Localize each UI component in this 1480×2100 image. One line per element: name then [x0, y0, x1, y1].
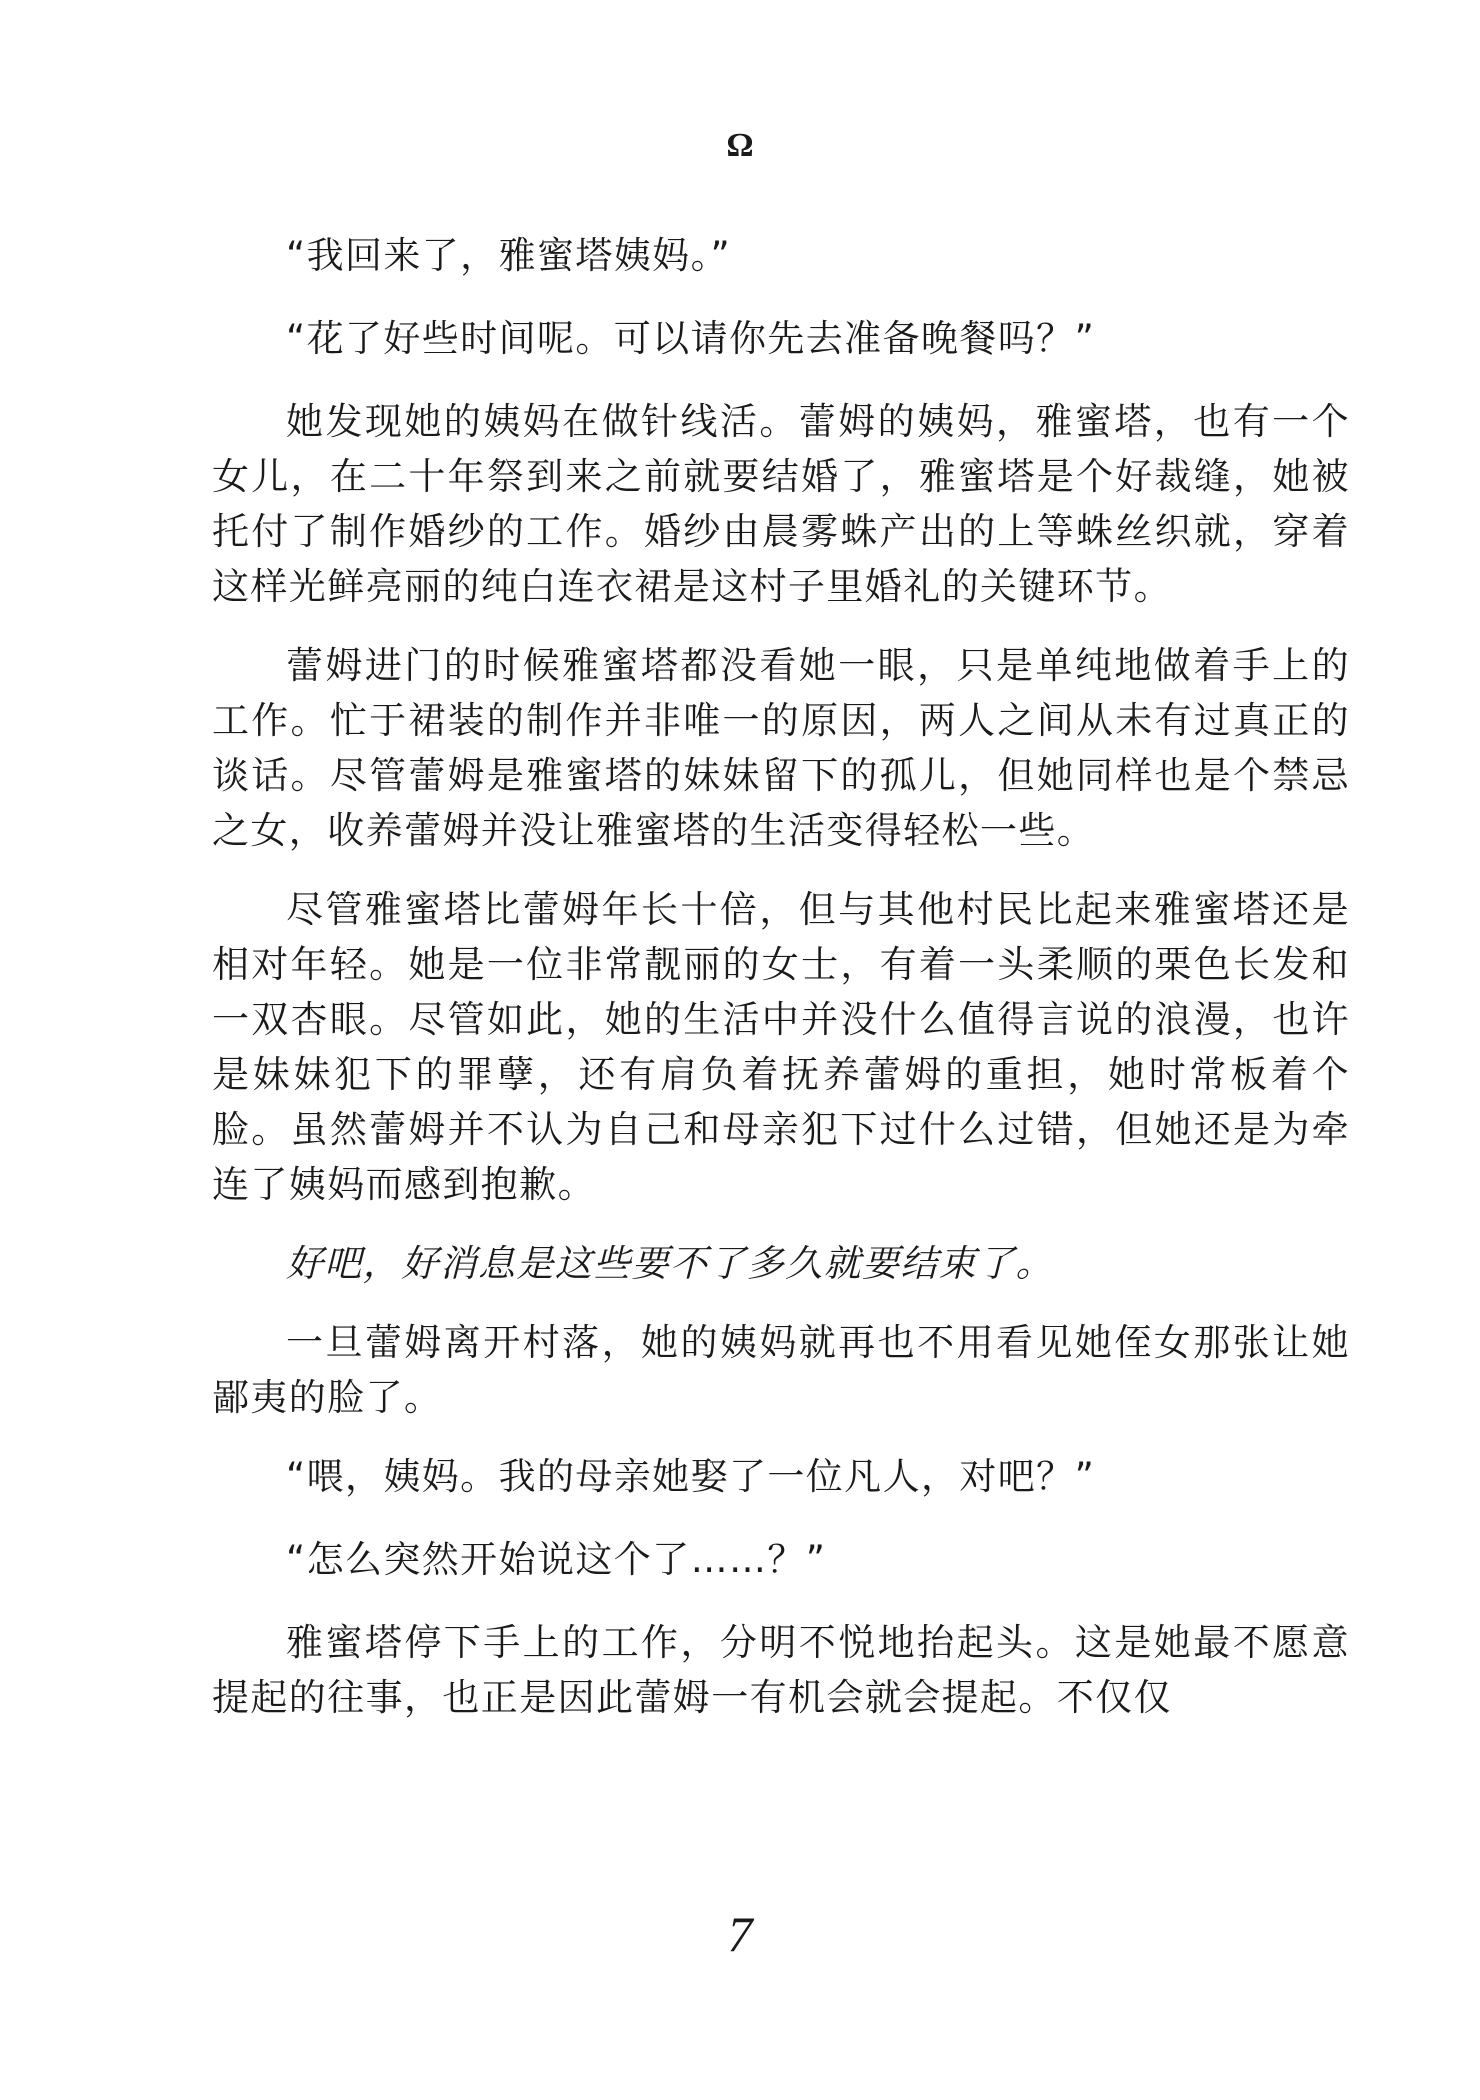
page-number: 7	[727, 1906, 753, 1962]
paragraph-dialog: “怎么突然开始说这个了……？”	[286, 1538, 827, 1581]
paragraph-thought: 好吧，好消息是这些要不了多久就要结束了。	[286, 1242, 1054, 1285]
paragraph: 一旦蕾姆离开村落，她的姨妈就再也不用看见她侄女那张让她鄙夷的脸了。	[212, 1321, 1350, 1419]
paragraph-dialog: “喂，姨妈。我的母亲她娶了一位凡人，对吧？”	[286, 1455, 1096, 1498]
paragraph: 蕾姆进门的时候雅蜜塔都没看她一眼，只是单纯地做着手上的工作。忙于裙装的制作并非唯一的原因，两人之间从未有过真正的谈话。尽管蕾姆是雅蜜塔的妹妹留下的孤儿，但她同样也是个禁忌之女，收养蕾姆并没让雅蜜塔的生活变得轻松一些。	[212, 644, 1350, 852]
paragraph: 她发现她的姨妈在做针线活。蕾姆的姨妈，雅蜜塔，也有一个女儿，在二十年祭到来之前就要结婚了，雅蜜塔是个好裁缝，她被托付了制作婚纱的工作。婚纱由晨雾蛛产出的上等蛛丝织就，穿着这样光鲜亮丽的纯白连衣裙是这村子里婚礼的关键环节。	[212, 400, 1350, 608]
paragraph-dialog: “花了好些时间呢。可以请你先去准备晚餐吗？”	[286, 317, 1096, 360]
paragraph: 尽管雅蜜塔比蕾姆年长十倍，但与其他村民比起来雅蜜塔还是相对年轻。她是一位非常靓丽的女士，有着一头柔顺的栗色长发和一双杏眼。尽管如此，她的生活中并没什么值得言说的浪漫，也许是妹妹犯下的罪孽，还有肩负着抚养蕾姆的重担，她时常板着个脸。虽然蕾姆并不认为自己和母亲犯下过什么过错，但她还是为牵连了姨妈而感到抱歉。	[212, 888, 1350, 1206]
chapter-ornament: Ω	[726, 127, 754, 164]
paragraph: 雅蜜塔停下手上的工作，分明不悦地抬起头。这是她最不愿意提起的往事，也正是因此蕾姆一有机会就会提起。不仅仅	[212, 1621, 1350, 1719]
paragraph-dialog: “我回来了，雅蜜塔姨妈。”	[286, 234, 732, 277]
body-text	[212, 228, 1350, 1749]
